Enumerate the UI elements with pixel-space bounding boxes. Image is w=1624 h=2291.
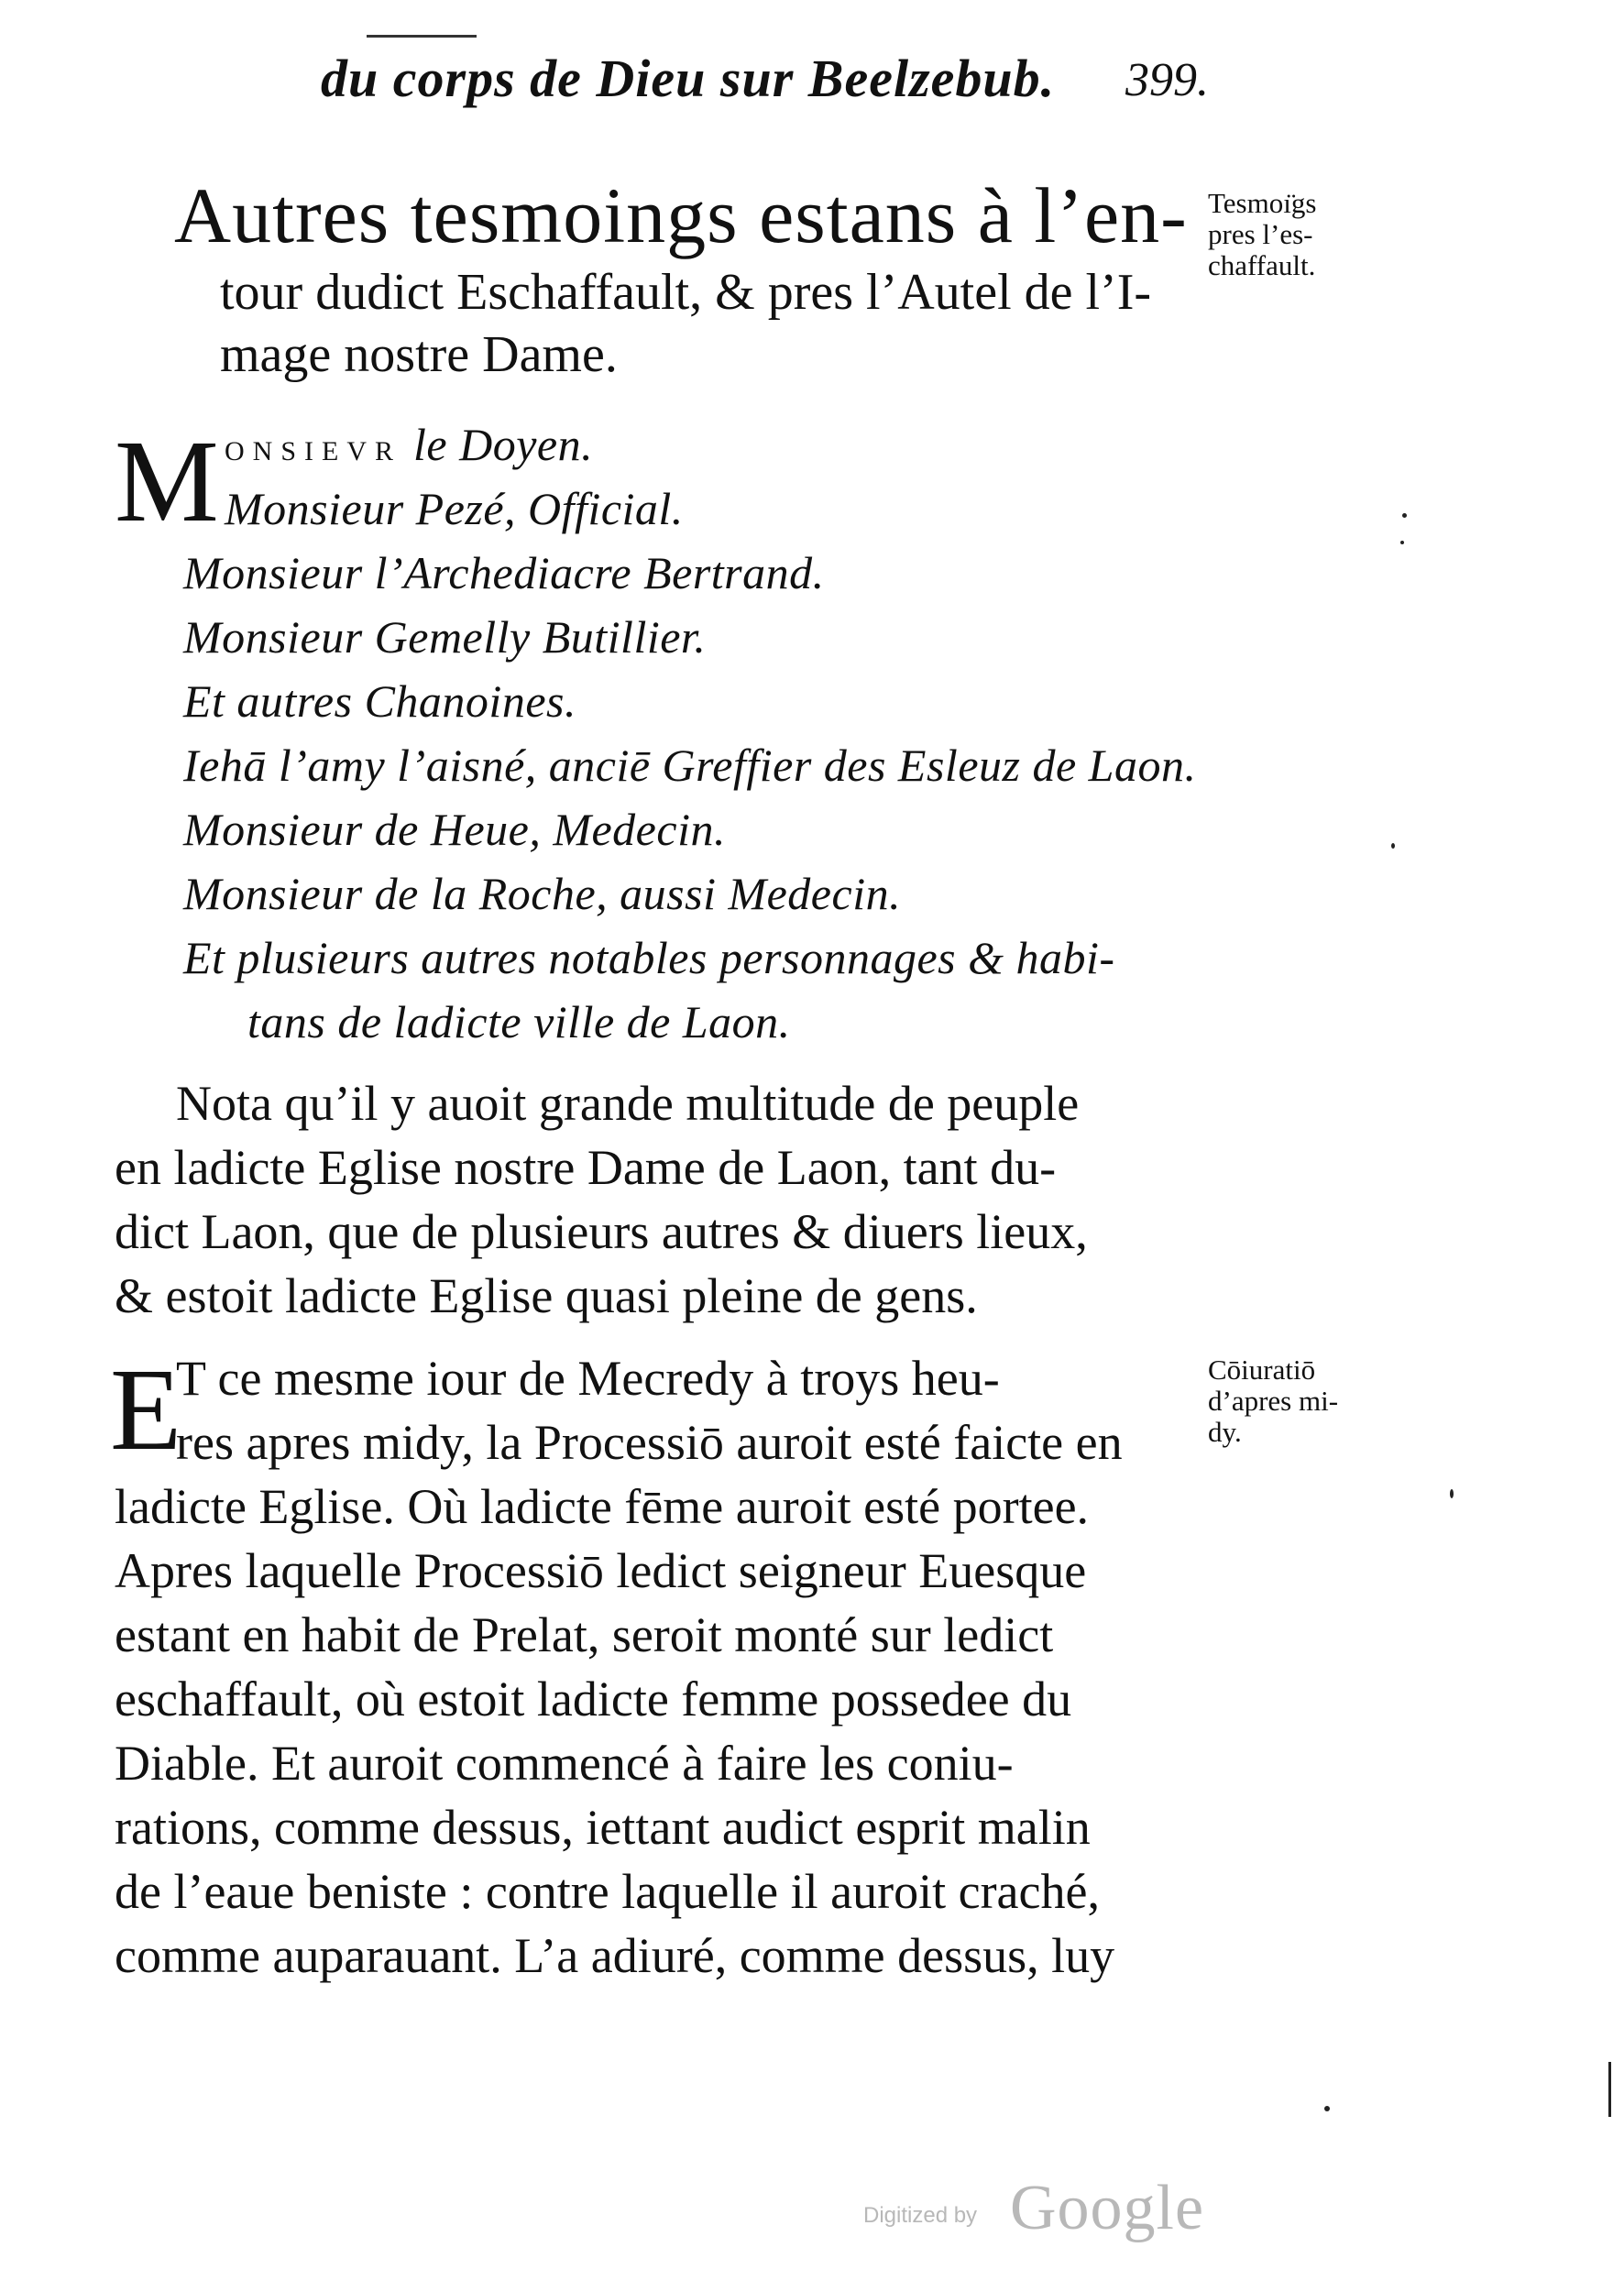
- witness-first-rest: le Doyen.: [401, 419, 594, 470]
- heading-line-1: Autres tesmoings estans à l’en-: [174, 171, 1188, 259]
- speck: [1450, 1489, 1454, 1498]
- witness-line-4: Et autres Chanoines.: [183, 675, 576, 727]
- main-line-3: Apres laquelle Processiō ledict seigneur Euesque: [115, 1543, 1087, 1598]
- speck: [1391, 843, 1395, 849]
- speck: [1400, 541, 1404, 544]
- witness-line-5: Iehā l’amy l’aisné, anciē Greffier des Esleuz de Laon.: [183, 740, 1197, 791]
- witness-line-6: Monsieur de Heue, Medecin.: [183, 804, 726, 855]
- witness-line-1: Monsieur Pezé, Official.: [225, 483, 684, 534]
- witness-line-2: Monsieur l’Archediacre Bertrand.: [183, 547, 825, 598]
- main-line-2: ladicte Eglise. Où ladicte fēme auroit esté portee.: [115, 1479, 1090, 1534]
- dropcap-m: M: [115, 416, 219, 546]
- section-heading: [174, 170, 1228, 386]
- witness-line-7: Monsieur de la Roche, aussi Medecin.: [183, 868, 902, 919]
- main-line-5: eschaffault, où estoit ladicte femme possedee du: [115, 1672, 1072, 1726]
- watermark-prefix: Digitized by: [863, 2203, 978, 2228]
- dropcap-e: E: [110, 1344, 182, 1474]
- witness-line-8: Et plusieurs autres notables personnages & habi-: [183, 932, 1115, 983]
- top-rule: [367, 35, 477, 38]
- main-line-4: estant en habit de Prelat, seroit monté sur ledict: [115, 1607, 1054, 1662]
- witness-line-9: tans de ladicte ville de Laon.: [247, 996, 791, 1047]
- google-logo: Google: [1010, 2173, 1205, 2243]
- heading-line-2: tour dudict Eschaffault, & pres l’Autel de l’I-: [220, 264, 1151, 321]
- main-line-0: T ce mesme iour de Mecredy à troys heu-: [176, 1351, 1000, 1406]
- speck: [1402, 513, 1407, 518]
- witness-line-0: [225, 417, 593, 479]
- heading-line-3: mage nostre Dame.: [220, 326, 618, 383]
- main-line-7: rations, comme dessus, iettant audict esprit malin: [115, 1800, 1091, 1855]
- main-line-9: comme auparauant. L’a adiuré, comme dessus, luy: [115, 1928, 1115, 1983]
- main-line-6: Diable. Et auroit commencé à faire les coniu-: [115, 1736, 1014, 1791]
- nota-line-0: Nota qu’il y auoit grande multitude de peuple: [176, 1076, 1080, 1131]
- page-number: 399.: [1125, 54, 1209, 106]
- main-line-8: de l’eaue beniste : contre laquelle il auroit craché,: [115, 1864, 1100, 1919]
- speck: [1608, 2062, 1611, 2117]
- witness-line-3: Monsieur Gemelly Butillier.: [183, 611, 707, 663]
- nota-line-2: dict Laon, que de plusieurs autres & diuers lieux,: [115, 1204, 1088, 1259]
- running-title: du corps de Dieu sur Beelzebub.: [321, 49, 1056, 108]
- speck: [1324, 2106, 1330, 2111]
- witness-small-caps: ONSIEVR: [225, 436, 402, 466]
- nota-line-1: en ladicte Eglise nostre Dame de Laon, tant du-: [115, 1140, 1057, 1195]
- margin-note-conjuration: Cōiuratiō d’apres mi- dy.: [1208, 1354, 1339, 1448]
- nota-line-3: & estoit ladicte Eglise quasi pleine de gens.: [115, 1268, 978, 1323]
- running-head: [321, 48, 1237, 112]
- main-line-1: res apres midy, la Processiō auroit esté faicte en: [176, 1415, 1123, 1470]
- margin-note-witnesses: Tesmoı̈gs pres l’es- chaffault.: [1208, 187, 1317, 281]
